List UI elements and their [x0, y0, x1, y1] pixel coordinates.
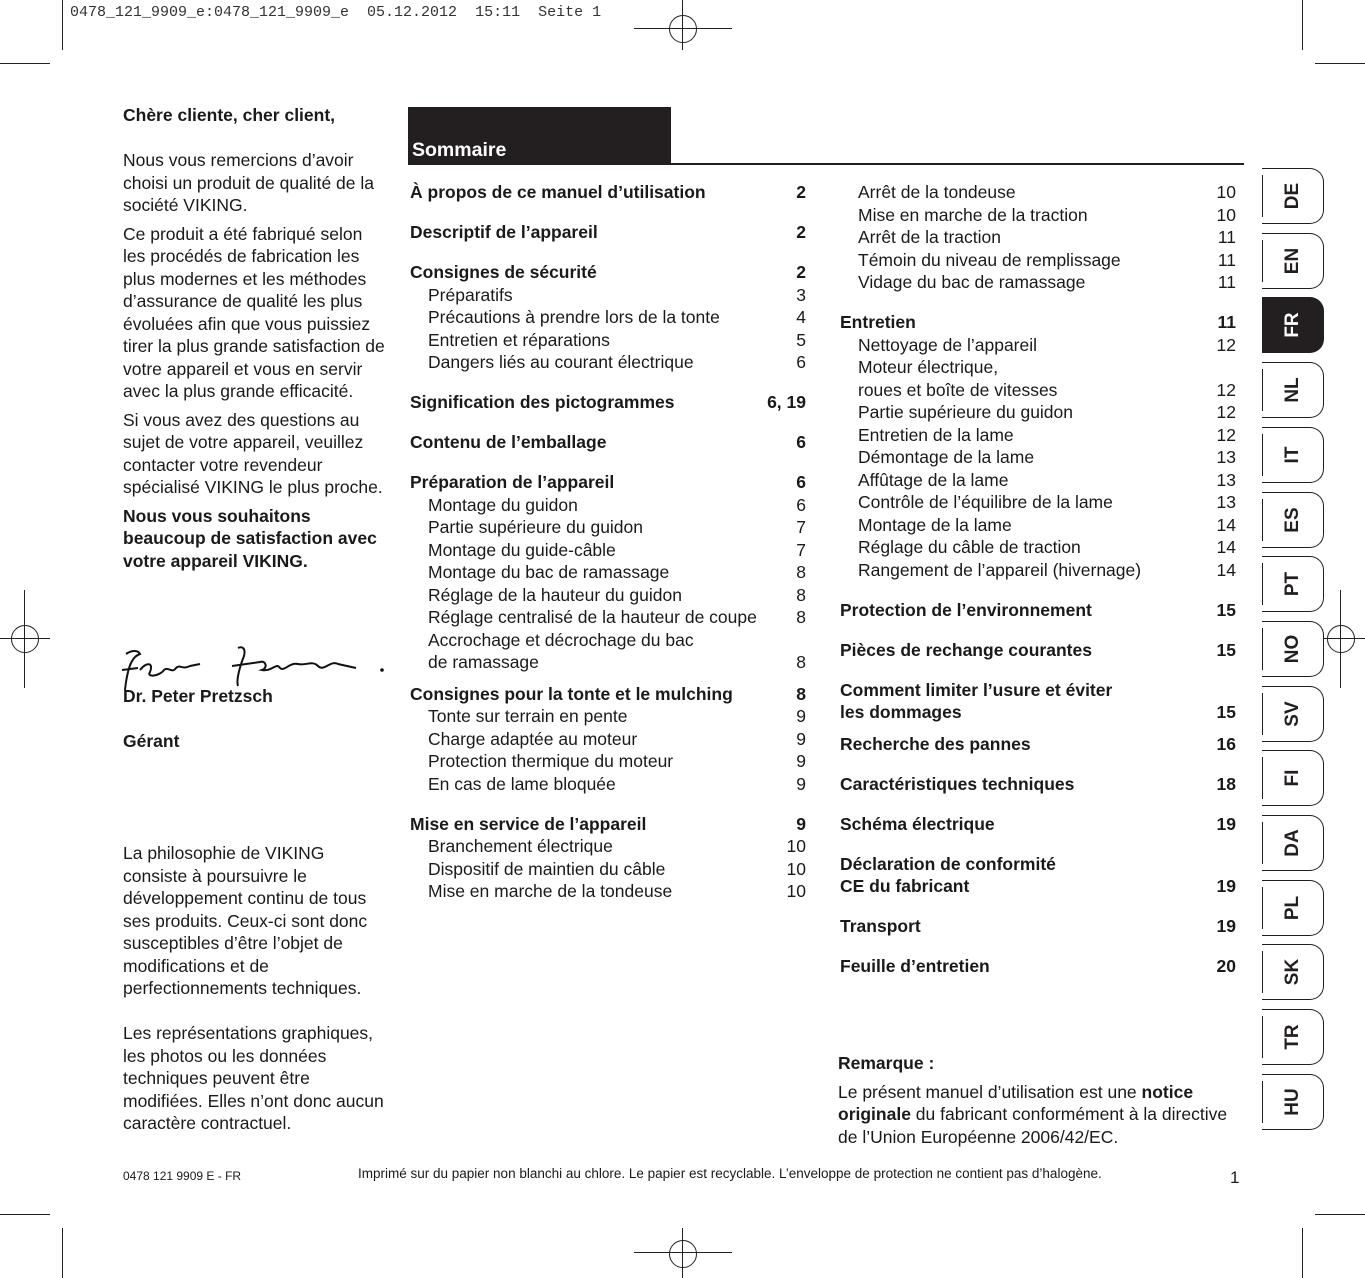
toc-entry-label: Protection de l’environnement — [840, 599, 1092, 620]
toc-entry-page: 14 — [1216, 559, 1236, 580]
toc-entry — [410, 351, 806, 374]
language-tab-label: SV — [1282, 700, 1303, 727]
toc-entry-page: 13 — [1216, 447, 1236, 467]
toc-entry — [840, 773, 1236, 796]
toc-entry-page: 11 — [1217, 272, 1236, 292]
toc-entry-page: 10 — [786, 858, 806, 879]
toc-entry-label: Signification des pictogrammes — [410, 392, 675, 412]
toc-entry — [410, 561, 806, 584]
language-tab-fr[interactable] — [1262, 297, 1324, 353]
toc-entry — [410, 705, 806, 728]
crop-mark — [0, 63, 50, 64]
toc-entry-label: Montage du bac de ramassage — [428, 562, 670, 582]
toc-entry-label: Entretien — [840, 312, 916, 332]
signer-name: Dr. Peter Pretzsch — [123, 686, 273, 706]
letter-wish: Nous vous souhaitons beaucoup de satisfaction avec votre appareil VIKING. — [123, 505, 377, 571]
toc-entry — [410, 516, 806, 539]
toc-entry — [840, 226, 1236, 249]
remark-text: Le présent manuel d’utilisation est une notice originale du fabricant conformément à la directive de l’Union Européenne 2006/42/EC. — [838, 1081, 1228, 1147]
toc-entry-page: 16 — [1216, 733, 1236, 754]
toc-entry-label: Schéma électrique — [840, 813, 995, 834]
toc-entry-page: 12 — [1216, 402, 1236, 422]
language-tab-label: FI — [1282, 769, 1303, 787]
toc-entry-page: 11 — [1217, 227, 1236, 247]
language-tab-label: NL — [1282, 377, 1303, 403]
toc-entry-label: Montage du guidon — [428, 494, 578, 515]
language-tab-label: PL — [1282, 895, 1303, 920]
registration-line — [682, 0, 683, 50]
toc-entry-page: 12 — [1216, 424, 1236, 445]
toc-entry-page: 11 — [1217, 249, 1236, 270]
language-tab-no[interactable] — [1262, 621, 1324, 677]
toc-entry-label: Accrochage et décrochage du bac — [428, 629, 694, 650]
toc-entry — [840, 424, 1236, 447]
toc-entry-label: Caractéristiques techniques — [840, 773, 1075, 794]
language-tab-tr[interactable] — [1262, 1009, 1324, 1065]
header-rule — [408, 163, 1244, 165]
toc-entry-page: 9 — [796, 751, 806, 771]
toc-entry-label: Charge adaptée au moteur — [428, 728, 638, 749]
toc-entry-label: À propos de ce manuel d’utilisation — [410, 182, 706, 202]
toc-entry-label: Montage du guide-câble — [428, 539, 616, 560]
remark-title: Remarque : — [838, 1053, 935, 1073]
toc-entry-page: 12 — [1216, 334, 1236, 355]
toc-entry-page: 2 — [796, 182, 806, 202]
language-tab-it[interactable] — [1262, 427, 1324, 483]
toc-entry-label: Tonte sur terrain en pente — [428, 706, 628, 726]
toc-entry-label: Vidage du bac de ramassage — [858, 272, 1086, 292]
letter-paragraph: Si vous avez des questions au sujet de votre appareil, veuillez contacter votre revendeur spécialisé VIKING le plus proche. — [123, 409, 383, 497]
toc-entry — [410, 471, 806, 494]
toc-entry-label: Moteur électrique, — [858, 357, 999, 377]
crop-mark — [1302, 0, 1303, 50]
toc-entry-page: 19 — [1216, 916, 1236, 936]
registration-line — [634, 1252, 732, 1253]
toc-entry-label: Réglage centralisé de la hauteur de coupe — [428, 607, 757, 627]
toc-entry-page: 15 — [1216, 702, 1236, 722]
toc-entry-label: Arrêt de la tondeuse — [858, 182, 1016, 202]
toc-entry — [840, 379, 1236, 402]
toc-entry — [410, 629, 806, 652]
toc-entry — [840, 701, 1236, 724]
toc-entry-page — [776, 629, 806, 652]
language-tab-hu[interactable] — [1262, 1074, 1324, 1130]
toc-entry-label: Démontage de la lame — [858, 447, 1035, 467]
toc-entry — [410, 584, 806, 607]
toc-entry — [410, 494, 806, 517]
crop-mark — [1302, 1228, 1303, 1278]
toc-entry-label: Protection thermique du moteur — [428, 751, 674, 771]
toc-entry — [410, 431, 806, 454]
toc-header — [408, 107, 671, 164]
toc-entry — [410, 606, 806, 629]
crop-mark — [1315, 1214, 1365, 1215]
toc-entry-label: Transport — [840, 916, 921, 936]
toc-entry-label: Recherche des pannes — [840, 733, 1031, 754]
toc-entry-page: 8 — [796, 562, 806, 582]
registration-line — [0, 638, 50, 639]
toc-entry-page: 10 — [786, 881, 806, 901]
toc-entry — [410, 728, 806, 751]
toc-entry — [840, 181, 1236, 204]
toc-entry — [840, 853, 1236, 876]
footer-note: Imprimé sur du papier non blanchi au chlore. Le papier est recyclable. L’enveloppe de protection ne contient pas d’halogène. — [358, 1166, 1102, 1181]
toc-entry-page — [1206, 679, 1236, 702]
toc-entry-page: 2 — [796, 262, 806, 282]
toc-entry — [840, 955, 1236, 978]
toc-entry-page — [1206, 356, 1236, 379]
toc-entry-label: Témoin du niveau de remplissage — [858, 249, 1121, 270]
toc-entry-label: Précautions à prendre lors de la tonte — [428, 307, 720, 327]
toc-entry-label: Préparatifs — [428, 284, 513, 305]
toc-entry — [840, 514, 1236, 537]
toc-entry-page: 9 — [796, 773, 806, 794]
toc-entry-page: 6, 19 — [767, 392, 806, 412]
toc-entry — [840, 401, 1236, 424]
toc-entry-page: 15 — [1216, 599, 1236, 620]
language-tab-label: PT — [1282, 572, 1303, 597]
toc-entry-label: Dangers liés au courant électrique — [428, 352, 694, 372]
toc-entry — [410, 813, 806, 836]
toc-entry-label: Partie supérieure du guidon — [858, 402, 1074, 422]
toc-entry-page: 9 — [796, 706, 806, 726]
toc-entry-label: CE du fabricant — [840, 876, 970, 896]
crop-mark — [62, 0, 63, 50]
toc-entry-label: En cas de lame bloquée — [428, 773, 616, 794]
toc-entry-page: 14 — [1216, 514, 1236, 535]
toc-entry — [410, 181, 806, 204]
document-code: 0478 121 9909 E - FR — [123, 1169, 242, 1183]
toc-entry — [410, 880, 806, 903]
toc-entry — [840, 469, 1236, 492]
language-tab-en[interactable] — [1262, 233, 1324, 289]
language-tab-nl[interactable] — [1262, 362, 1324, 418]
language-tab-label: IT — [1282, 446, 1303, 464]
toc-entry-page: 5 — [796, 329, 806, 350]
disclaimer-block — [123, 842, 391, 1135]
toc-entry-label: Branchement électrique — [428, 836, 613, 856]
toc-entry-page: 11 — [1217, 312, 1236, 332]
language-tab-sk[interactable] — [1262, 944, 1324, 1000]
language-tab-label: TR — [1282, 1024, 1303, 1050]
crop-mark — [0, 1214, 50, 1215]
toc-entry — [840, 679, 1236, 702]
toc-entry-page: 10 — [1216, 182, 1236, 202]
toc-entry-page: 9 — [796, 813, 806, 834]
toc-entry-page: 13 — [1216, 469, 1236, 490]
language-tab-label: NO — [1282, 634, 1303, 664]
toc-entry — [840, 204, 1236, 227]
toc-entry-label: Contrôle de l’équilibre de la lame — [858, 492, 1113, 512]
toc-entry — [840, 875, 1236, 898]
toc-entry — [410, 683, 806, 706]
letter-paragraph: Ce produit a été fabriqué selon les procédés de fabrication les plus modernes et les méthodes d’assurance de qualité les plus évoluées afin que vous puissiez tirer la plus grande satisfaction de votre appareil et vous en servir avec la plus grande efficacité. — [123, 223, 385, 401]
remark-box — [838, 1052, 1238, 1148]
registration-line — [24, 590, 25, 688]
toc-entry-label: Montage de la lame — [858, 514, 1012, 535]
signature-image — [120, 640, 390, 700]
toc-entry — [410, 329, 806, 352]
language-tab-label: SK — [1282, 959, 1303, 986]
toc-entry-label: Mise en marche de la tondeuse — [428, 881, 673, 901]
registration-mark-icon — [669, 1240, 697, 1268]
registration-mark-icon — [1327, 625, 1355, 653]
registration-line — [1340, 590, 1341, 688]
toc-entry-page: 18 — [1216, 773, 1236, 794]
toc-entry — [840, 536, 1236, 559]
toc-entry — [840, 271, 1236, 294]
toc-entry — [410, 835, 806, 858]
toc-entry-label: Consignes pour la tonte et le mulching — [410, 683, 733, 704]
language-tab-label: DE — [1282, 182, 1303, 210]
toc-entry — [840, 356, 1236, 379]
toc-entry — [840, 249, 1236, 272]
toc-entry-page: 6 — [796, 432, 806, 452]
toc-entry-page: 8 — [796, 683, 806, 704]
toc-entry-label: Arrêt de la traction — [858, 227, 1001, 247]
crop-mark — [1315, 63, 1365, 64]
language-tab-da[interactable] — [1262, 815, 1324, 871]
toc-entry-label: roues et boîte de vitesses — [858, 379, 1058, 400]
toc-entry — [410, 858, 806, 881]
registration-mark-icon — [669, 15, 697, 43]
toc-entry-label: Contenu de l’emballage — [410, 432, 607, 452]
language-tab-label: FR — [1282, 312, 1303, 339]
toc-entry-page: 6 — [796, 494, 806, 515]
toc-entry-label: Feuille d’entretien — [840, 956, 990, 976]
toc-entry — [840, 446, 1236, 469]
toc-entry — [840, 311, 1236, 334]
toc-entry — [410, 261, 806, 284]
toc-entry-label: Affûtage de la lame — [858, 469, 1009, 490]
toc-entry-page: 8 — [796, 607, 806, 627]
toc-entry-page: 13 — [1216, 492, 1236, 512]
toc-entry — [410, 750, 806, 773]
toc-entry-page: 2 — [796, 222, 806, 242]
toc-entry-page: 19 — [1216, 876, 1236, 896]
toc-entry-label: Pièces de rechange courantes — [840, 639, 1092, 660]
toc-entry-label: Réglage du câble de traction — [858, 537, 1081, 557]
toc-title: Sommaire — [412, 139, 507, 161]
language-tab-fi[interactable] — [1262, 750, 1324, 806]
toc-column-right — [840, 181, 1236, 978]
toc-entry-page: 14 — [1216, 537, 1236, 557]
toc-column-left — [410, 181, 806, 903]
philosophy-text: La philosophie de VIKING consiste à poursuivre le développement continu de tous ses produits. Ceux-ci sont donc susceptibles d’être l’objet de modifications et de perfectionnements techniques. — [123, 843, 368, 998]
toc-entry-page: 8 — [796, 652, 806, 672]
toc-entry-label: Entretien et réparations — [428, 329, 610, 350]
toc-entry-page: 6 — [796, 472, 806, 492]
language-tab-label: ES — [1282, 506, 1303, 533]
toc-entry-page: 20 — [1216, 956, 1236, 976]
signer-role: Gérant — [123, 731, 180, 751]
toc-entry — [840, 599, 1236, 622]
greeting: Chère cliente, cher client, — [123, 105, 336, 125]
toc-entry-label: Rangement de l’appareil (hivernage) — [858, 559, 1142, 580]
toc-entry-page: 3 — [796, 284, 806, 305]
toc-entry — [840, 915, 1236, 938]
toc-entry-label: Dispositif de maintien du câble — [428, 858, 666, 879]
letter-paragraph: Nous vous remercions d’avoir choisi un produit de qualité de la société VIKING. — [123, 150, 375, 215]
language-tab-label: HU — [1282, 1088, 1303, 1116]
toc-entry-label: Réglage de la hauteur du guidon — [428, 584, 682, 605]
toc-entry-label: les dommages — [840, 702, 962, 722]
language-tab-es[interactable] — [1262, 492, 1324, 548]
toc-entry-label: Préparation de l’appareil — [410, 472, 615, 492]
page-number: 1 — [1230, 1168, 1240, 1187]
toc-entry-page: 7 — [796, 517, 806, 537]
toc-entry-page: 9 — [796, 728, 806, 749]
toc-entry — [410, 539, 806, 562]
toc-entry-page: 8 — [796, 584, 806, 605]
toc-entry-label: Mise en service de l’appareil — [410, 813, 647, 834]
toc-entry-label: Consignes de sécurité — [410, 262, 597, 282]
toc-entry — [840, 559, 1236, 582]
toc-entry-page: 10 — [786, 836, 806, 856]
toc-entry-label: Entretien de la lame — [858, 424, 1014, 445]
toc-entry-label: Descriptif de l’appareil — [410, 222, 598, 242]
toc-entry-page: 19 — [1216, 813, 1236, 834]
language-tab-pt[interactable] — [1262, 556, 1324, 612]
toc-entry-label: Nettoyage de l’appareil — [858, 334, 1038, 355]
disclaimer-text: Les représentations graphiques, les photos ou les données techniques peuvent être modifiées. Elles n’ont donc aucun caractère contractuel. — [123, 1023, 384, 1133]
toc-entry-page: 12 — [1216, 379, 1236, 400]
toc-entry-label: de ramassage — [428, 652, 539, 672]
toc-entry — [840, 491, 1236, 514]
language-tab-label: EN — [1282, 247, 1303, 274]
toc-entry-label: Comment limiter l’usure et éviter — [840, 679, 1113, 700]
crop-mark — [62, 1228, 63, 1278]
registration-line — [682, 1228, 683, 1278]
toc-entry-page — [1206, 853, 1236, 876]
toc-entry — [840, 733, 1236, 756]
toc-entry — [840, 813, 1236, 836]
toc-entry-page: 6 — [796, 352, 806, 372]
toc-entry — [410, 391, 806, 414]
registration-line — [634, 28, 732, 29]
toc-entry — [840, 334, 1236, 357]
toc-entry — [410, 651, 806, 674]
registration-mark-icon — [11, 625, 39, 653]
language-tab-de[interactable] — [1262, 168, 1324, 224]
print-header: 0478_121_9909_e:0478_121_9909_e 05.12.2012 15:11 Seite 1 — [70, 4, 602, 21]
toc-entry — [410, 221, 806, 244]
toc-entry-page: 4 — [796, 307, 806, 327]
toc-entry-page: 15 — [1216, 639, 1236, 660]
toc-entry — [410, 773, 806, 796]
toc-entry-label: Partie supérieure du guidon — [428, 517, 644, 537]
language-tab-sv[interactable] — [1262, 686, 1324, 742]
language-tab-pl[interactable] — [1262, 880, 1324, 936]
toc-entry — [840, 639, 1236, 662]
toc-entry-page: 7 — [796, 539, 806, 560]
toc-entry — [410, 284, 806, 307]
toc-entry — [410, 306, 806, 329]
language-tab-label: DA — [1282, 829, 1303, 857]
toc-entry-page: 10 — [1216, 204, 1236, 225]
toc-entry-label: Déclaration de conformité — [840, 853, 1056, 874]
toc-entry-label: Mise en marche de la traction — [858, 204, 1088, 225]
